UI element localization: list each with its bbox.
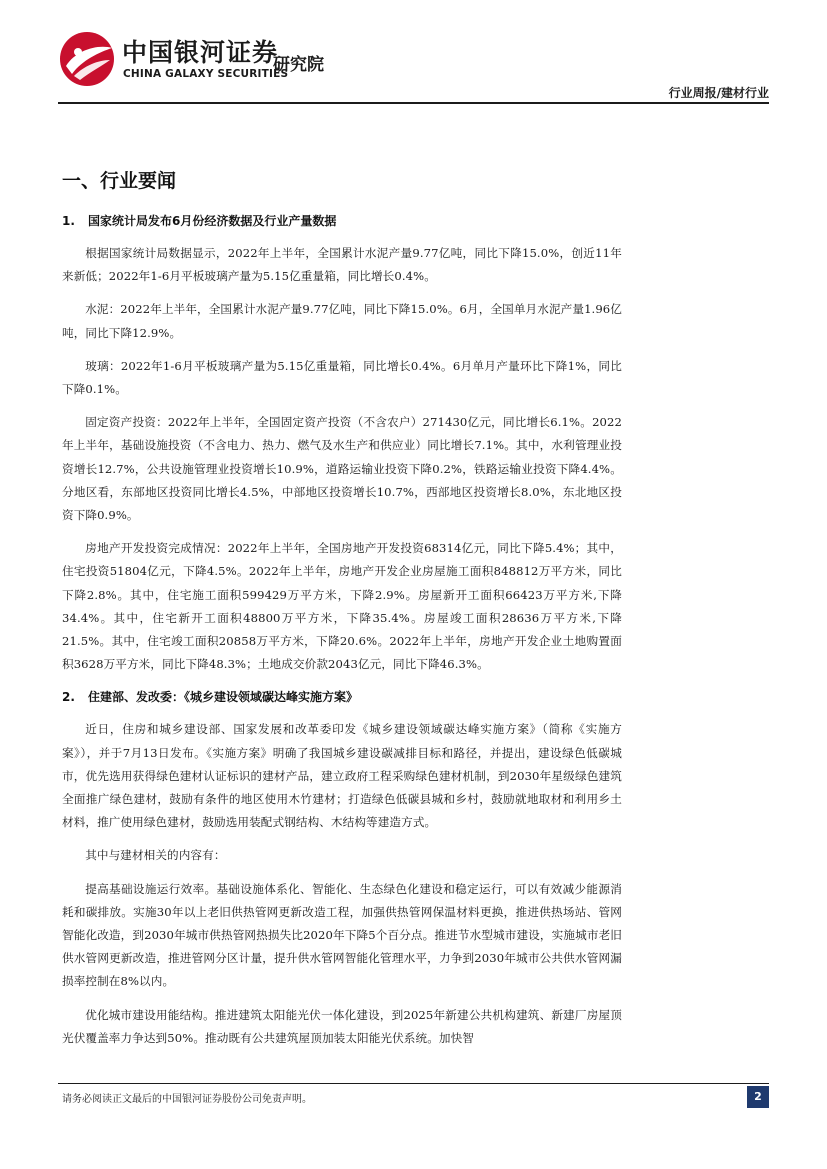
- brand-name-en: CHINA GALAXY SECURITIES: [123, 68, 289, 80]
- news-number: 1.: [62, 214, 75, 228]
- paragraph: 其中与建材相关的内容有：: [85, 848, 226, 863]
- paragraph: 近日，住房和城乡建设部、国家发展和改革委印发《城乡建设领域碳达峰实施方案》（简称《实施方案》），并于7月13日发布。《实施方案》明确了我国城乡建设碳减排目标和路径，并提出，建设绿色低碳城市，优先选用获得绿色建材认证标识的建材产品，建立政府工程采购绿色建材机制，到2030年星级绿色建筑全面推广绿色建材，鼓励有条件的地区使用木竹建材；打造绿色低碳县城和乡村，鼓励就地取材和利用乡土材料，推广使用绿色建材，鼓励选用装配式钢结构、木结构等建造方式。: [62, 722, 622, 830]
- footer-disclaimer: 请务必阅读正文最后的中国银河证券股份公司免责声明。: [62, 1094, 312, 1105]
- paragraph: 固定资产投资：2022年上半年，全国固定资产投资（不含农户）271430亿元，同比增长6.1%。2022年上半年，基础设施投资（不含电力、热力、燃气及水生产和供应业）同比增长7.1%。其中，水利管理业投资增长12.7%，公共设施管理业投资增长10.9%，道路运输业投资下降0.2%，铁路运输业投资下降4.4%。分地区看，东部地区投资同比增长4.5%，中部地区投资增长10.7%，西部地区投资增长8.0%，东北地区投资下降0.9%。: [62, 415, 622, 523]
- page-header: [0, 0, 827, 110]
- page-number: 2: [747, 1086, 769, 1108]
- news-heading: [62, 686, 622, 708]
- document-type-label: 行业周报/建材行业: [668, 86, 769, 100]
- news-heading-text: 住建部、发改委：《城乡建设领域碳达峰实施方案》: [88, 690, 359, 705]
- paragraph: 根据国家统计局数据显示，2022年上半年，全国累计水泥产量9.77亿吨，同比下降15.0%，创近11年来新低；2022年1-6月平板玻璃产量为5.15亿重量箱，同比增长0.4%。: [62, 246, 622, 284]
- paragraph: 水泥：2022年上半年，全国累计水泥产量9.77亿吨，同比下降15.0%。6月，全国单月水泥产量1.96亿吨，同比下降12.9%。: [62, 302, 622, 340]
- news-item-2: [62, 686, 622, 1050]
- news-heading: [62, 210, 622, 232]
- footer-divider: [58, 1083, 769, 1084]
- paragraph: 优化城市建设用能结构。推进建筑太阳能光伏一体化建设，到2025年新建公共机构建筑、新建厂房屋顶光伏覆盖率力争达到50%。推动既有公共建筑屋顶加装太阳能光伏系统。加快智: [62, 1007, 622, 1045]
- news-number: 2.: [62, 690, 75, 705]
- main-content: [62, 166, 622, 1060]
- paragraph: 提高基础设施运行效率。基础设施体系化、智能化、生态绿色化建设和稳定运行，可以有效减少能源消耗和碳排放。实施30年以上老旧供热管网更新改造工程，加强供热管网保温材料更换，推进供热场站、管网智能化改造，到2030年城市供热管网热损失比2020年下降5个百分点。推进节水型城市建设，实施城市老旧供水管网更新改造，推进管网分区计量，提升供水管网智能化管理水平，力争到2030年城市公共供水管网漏损率控制在8%以内。: [62, 881, 622, 989]
- galaxy-logo-icon: [58, 30, 116, 88]
- news-item-1: [62, 210, 622, 676]
- news-heading-text: 国家统计局发布6月份经济数据及行业产量数据: [88, 214, 337, 228]
- header-divider: [58, 102, 769, 104]
- paragraph: 玻璃：2022年1-6月平板玻璃产量为5.15亿重量箱，同比增长0.4%。6月单月产量环比下降1%，同比下降0.1%。: [62, 358, 622, 397]
- brand-name-cn: 中国银河证券: [122, 38, 279, 67]
- research-institute-label: 研究院: [273, 55, 324, 75]
- paragraph: 房地产开发投资完成情况：2022年上半年，全国房地产开发投资68314亿元，同比下降5.4%；其中，住宅投资51804亿元，下降4.5%。2022年上半年，房地产开发企业房屋施工面积848812万平方米，同比下降2.8%。其中，住宅施工面积599429万平方米，下降2.9%。房屋新开工面积66423万平方米,下降34.4%。其中，住宅新开工面积48800万平方米，下降35.4%。房屋竣工面积28636万平方米,下降21.5%。其中，住宅竣工面积20858万平方米，下降20.6%。2022年上半年，房地产开发企业土地购置面积3628万平方米，同比下降48.3%；土地成交价款2043亿元，同比下降46.3%。: [62, 541, 622, 672]
- section-title: 一、行业要闻: [62, 170, 177, 192]
